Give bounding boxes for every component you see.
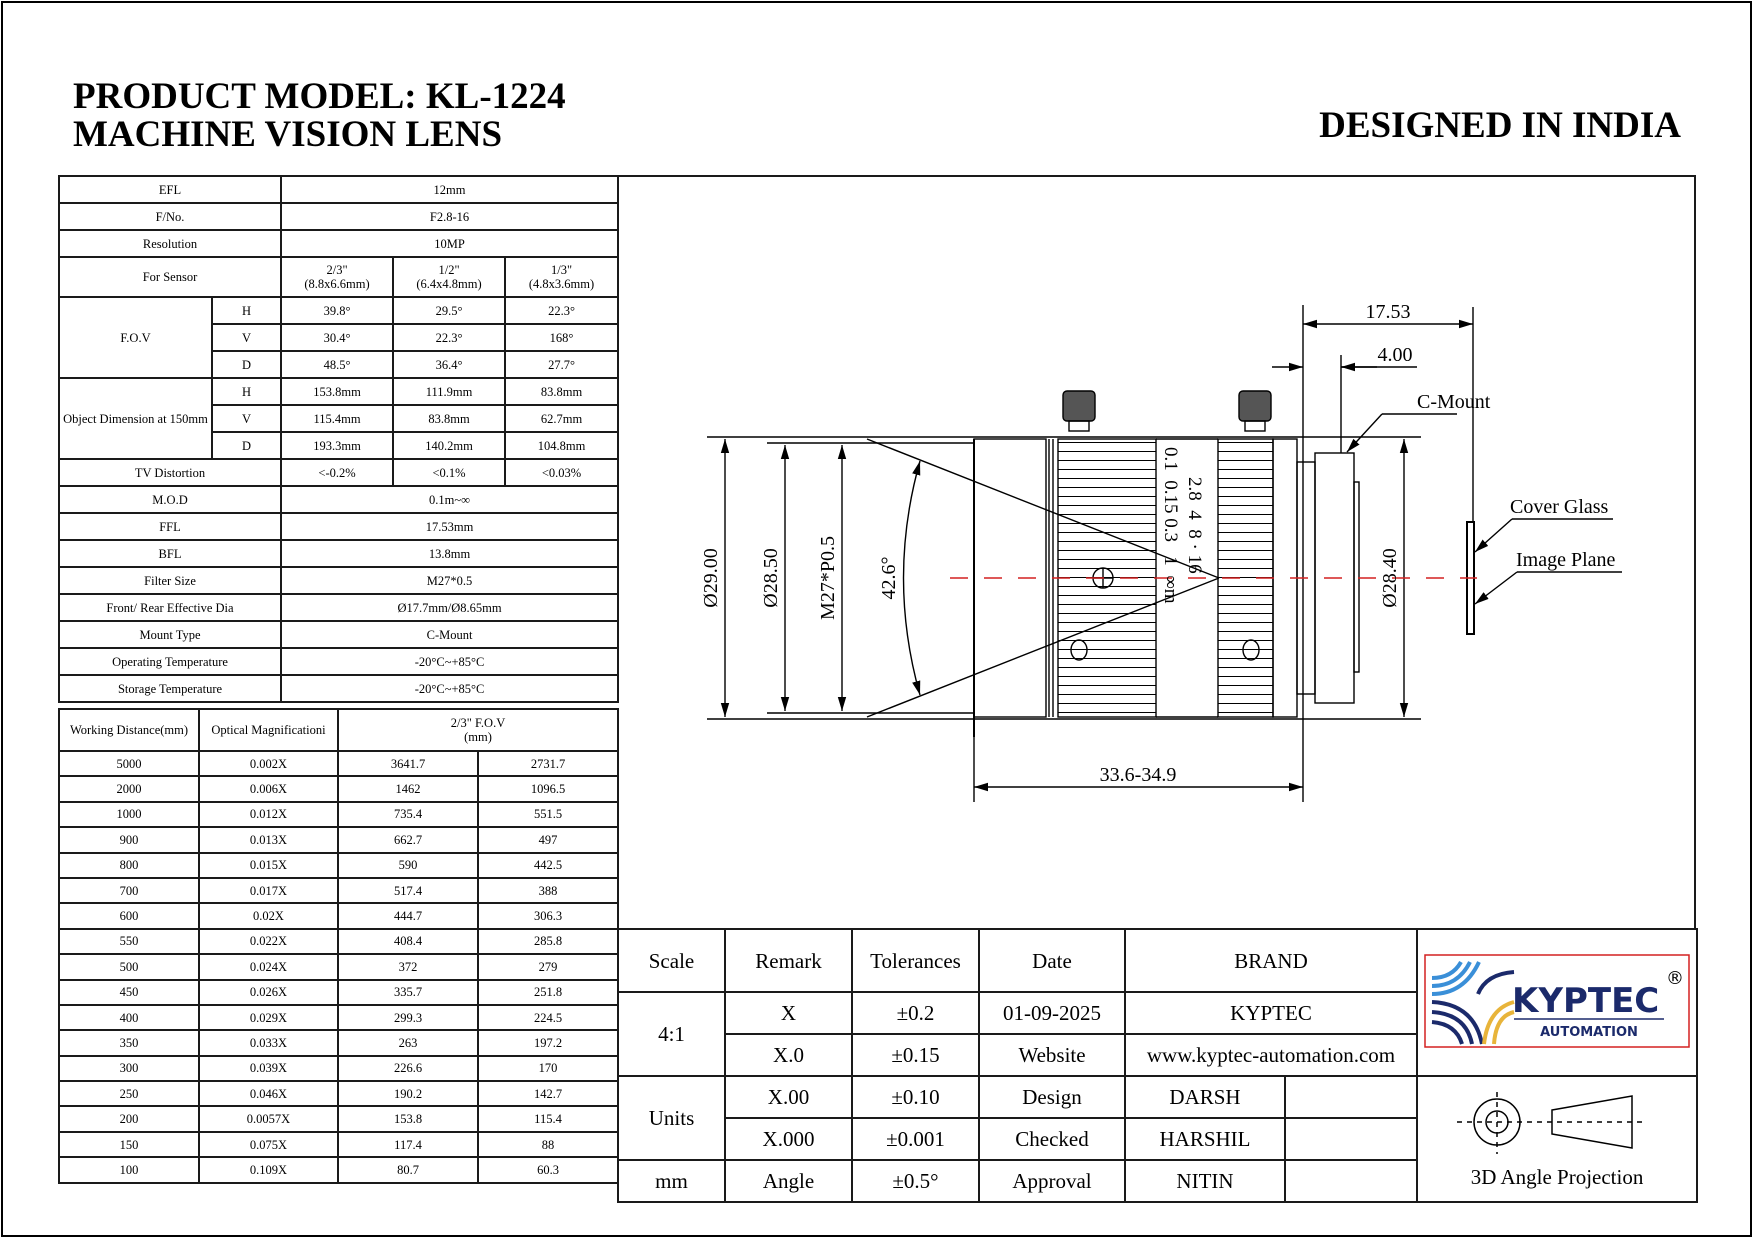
dim-length: 33.6-34.9 [1099, 764, 1177, 786]
mag-header: Optical Magnificationi [199, 709, 338, 751]
table-cell: 224.5 [478, 1005, 618, 1030]
table-cell: 350 [59, 1030, 199, 1055]
table-cell: 2000 [59, 776, 199, 801]
designed-in-label: DESIGNED IN INDIA [1319, 105, 1681, 146]
product-model: PRODUCT MODEL: KL-1224 [73, 76, 566, 117]
table-cell: 0.039X [199, 1056, 338, 1081]
table-row [59, 1132, 618, 1157]
table-cell: 0.017X [199, 878, 338, 903]
table-cell: 3641.7 [338, 751, 478, 776]
ring-scales [1160, 447, 1205, 604]
table-cell: 250 [59, 1081, 199, 1106]
table-cell: 700 [59, 878, 199, 903]
table-cell: 600 [59, 903, 199, 928]
table-row [59, 1030, 618, 1055]
wd-header: Working Distance(mm) [59, 709, 199, 751]
dim-angle: 42.6° [878, 556, 900, 600]
table-cell: 550 [59, 929, 199, 954]
dim-d-outer: Ø29.00 [700, 548, 722, 608]
website-link[interactable]: www.kyptec-automation.com [1125, 1034, 1417, 1076]
table-row [59, 980, 618, 1005]
spec-row-fov-d: D 48.5° 36.4° 27.7° [59, 351, 618, 378]
table-cell: 800 [59, 853, 199, 878]
table-cell: 517.4 [338, 878, 478, 903]
table-cell: 551.5 [478, 802, 618, 827]
table-cell: 735.4 [338, 802, 478, 827]
dim-d-mount: Ø28.40 [1379, 548, 1401, 608]
spec-row-mount: Mount Type C-Mount [59, 621, 618, 648]
table-cell: 80.7 [338, 1157, 478, 1182]
dim-ffl: 17.53 [1365, 301, 1411, 323]
dim-mount-depth: 4.00 [1377, 344, 1413, 366]
table-cell: 335.7 [338, 980, 478, 1005]
lens-drawing [617, 175, 1696, 930]
table-cell: 200 [59, 1106, 199, 1131]
table-cell: 0.012X [199, 802, 338, 827]
label-image-plane: Image Plane [1516, 549, 1616, 571]
table-row [59, 1005, 618, 1030]
product-type: MACHINE VISION LENS [73, 114, 503, 155]
table-cell: 400 [59, 1005, 199, 1030]
page-title [73, 78, 566, 154]
table-cell: 117.4 [338, 1132, 478, 1157]
spec-row-sensor: For Sensor 2/3" (8.8x6.6mm) 1/2" (6.4x4.8mm) 1/3" (4.8x3.6mm) [59, 257, 618, 297]
table-cell: 60.3 [478, 1157, 618, 1182]
svg-text:®: ® [1666, 967, 1685, 989]
table-cell: 0.024X [199, 954, 338, 979]
table-cell: 251.8 [478, 980, 618, 1005]
spec-row-resolution: Resolution 10MP [59, 230, 618, 257]
tb-row-4: Units X.00 ±0.10 Design DARSH 3D Angle Projection [618, 1076, 1697, 1118]
table-cell: 226.6 [338, 1056, 478, 1081]
table-cell: 0.075X [199, 1132, 338, 1157]
table-cell: 0.013X [199, 827, 338, 852]
spec-row-mod: M.O.D 0.1m~∞ [59, 486, 618, 513]
projection-symbol: 3D Angle Projection [1417, 1076, 1697, 1202]
table-row [59, 776, 618, 801]
spec-row-tv-distortion: TV Distortion <-0.2% <0.1% <0.03% [59, 459, 618, 486]
table-row [59, 751, 618, 776]
aperture-scale: 2.8 4 8 · 16 [1184, 477, 1205, 574]
table-cell: 662.7 [338, 827, 478, 852]
table-cell: 153.8 [338, 1106, 478, 1131]
focus-scale: 0.1 0.15 0.3 1 ∞m [1160, 447, 1181, 604]
working-distance-table [58, 708, 619, 1184]
title-block [617, 928, 1698, 1203]
spec-row-eff-dia: Front/ Rear Effective Dia Ø17.7mm/Ø8.65mm [59, 594, 618, 621]
table-cell: 0.02X [199, 903, 338, 928]
svg-text:AUTOMATION: AUTOMATION [1540, 1024, 1638, 1040]
dim-thread: M27*P0.5 [817, 536, 839, 620]
table-cell: 300 [59, 1056, 199, 1081]
table-cell: 0.033X [199, 1030, 338, 1055]
table-row [59, 827, 618, 852]
table-cell: 0.026X [199, 980, 338, 1005]
table-cell: 408.4 [338, 929, 478, 954]
table-cell: 0.015X [199, 853, 338, 878]
spec-row-objdim-h: Object Dimension at 150mm H 153.8mm 111.9mm 83.8mm [59, 378, 618, 405]
table-cell: 150 [59, 1132, 199, 1157]
table-cell: 590 [338, 853, 478, 878]
spec-row-st-temp: Storage Temperature -20°C~+85°C [59, 675, 618, 702]
table-row [59, 929, 618, 954]
spec-row-fno: F/No. F2.8-16 [59, 203, 618, 230]
table-cell: 5000 [59, 751, 199, 776]
tb-row-1: Scale Remark Tolerances Date BRAND KYPTEC AUTOMATION ® [618, 929, 1697, 992]
table-row [59, 954, 618, 979]
table-cell: 0.109X [199, 1157, 338, 1182]
spec-row-bfl: BFL 13.8mm [59, 540, 618, 567]
table-row [59, 853, 618, 878]
table-row [59, 1157, 618, 1182]
table-cell: 299.3 [338, 1005, 478, 1030]
label-c-mount: C-Mount [1417, 391, 1491, 413]
table-cell: 285.8 [478, 929, 618, 954]
table-cell: 88 [478, 1132, 618, 1157]
spec-row-fov-v: V 30.4° 22.3° 168° [59, 324, 618, 351]
wd-table-body [59, 751, 618, 1183]
table-cell: 190.2 [338, 1081, 478, 1106]
projection-icon [1457, 1090, 1657, 1162]
table-cell: 444.7 [338, 903, 478, 928]
kyptec-logo [1417, 929, 1697, 1076]
table-cell: 900 [59, 827, 199, 852]
table-cell: 0.006X [199, 776, 338, 801]
lens-side-view [617, 177, 1696, 932]
table-cell: 442.5 [478, 853, 618, 878]
table-cell: 500 [59, 954, 199, 979]
dim-d-body: Ø28.50 [760, 548, 782, 608]
spec-row-efl: EFL 12mm [59, 176, 618, 203]
table-cell: 0.002X [199, 751, 338, 776]
fov-header: 2/3" F.O.V (mm) [338, 709, 618, 751]
table-cell: 197.2 [478, 1030, 618, 1055]
table-row [59, 1106, 618, 1131]
table-cell: 0.029X [199, 1005, 338, 1030]
wd-header-row [59, 709, 618, 751]
spec-row-fov-h: F.O.V H 39.8° 29.5° 22.3° [59, 297, 618, 324]
table-cell: 372 [338, 954, 478, 979]
kyptec-logo-icon [1424, 954, 1690, 1048]
tb-row-2: 4:1 X ±0.2 01-09-2025 KYPTEC [618, 992, 1697, 1034]
svg-text:KYPTEC: KYPTEC [1512, 980, 1660, 1021]
table-cell: 100 [59, 1157, 199, 1182]
table-cell: 497 [478, 827, 618, 852]
tb-row-5: X.000 ±0.001 Checked HARSHIL [618, 1118, 1697, 1160]
table-cell: 388 [478, 878, 618, 903]
table-cell: 279 [478, 954, 618, 979]
table-row [59, 1081, 618, 1106]
spec-row-filter: Filter Size M27*0.5 [59, 567, 618, 594]
spec-row-objdim-d: D 193.3mm 140.2mm 104.8mm [59, 432, 618, 459]
table-cell: 2731.7 [478, 751, 618, 776]
tb-row-6: mm Angle ±0.5° Approval NITIN [618, 1160, 1697, 1202]
table-cell: 115.4 [478, 1106, 618, 1131]
spec-row-objdim-v: V 115.4mm 83.8mm 62.7mm [59, 405, 618, 432]
table-row [59, 903, 618, 928]
tb-row-3: X.0 ±0.15 Website www.kyptec-automation.com [618, 1034, 1697, 1076]
spec-table [58, 175, 619, 703]
label-cover-glass: Cover Glass [1510, 496, 1609, 518]
table-cell: 142.7 [478, 1081, 618, 1106]
table-cell: 306.3 [478, 903, 618, 928]
table-row [59, 1056, 618, 1081]
table-row [59, 878, 618, 903]
table-cell: 0.022X [199, 929, 338, 954]
spec-row-ffl: FFL 17.53mm [59, 513, 618, 540]
table-cell: 1000 [59, 802, 199, 827]
spec-row-op-temp: Operating Temperature -20°C~+85°C [59, 648, 618, 675]
table-cell: 1462 [338, 776, 478, 801]
table-cell: 450 [59, 980, 199, 1005]
table-cell: 263 [338, 1030, 478, 1055]
table-cell: 1096.5 [478, 776, 618, 801]
table-cell: 170 [478, 1056, 618, 1081]
table-row [59, 802, 618, 827]
table-cell: 0.0057X [199, 1106, 338, 1131]
table-cell: 0.046X [199, 1081, 338, 1106]
